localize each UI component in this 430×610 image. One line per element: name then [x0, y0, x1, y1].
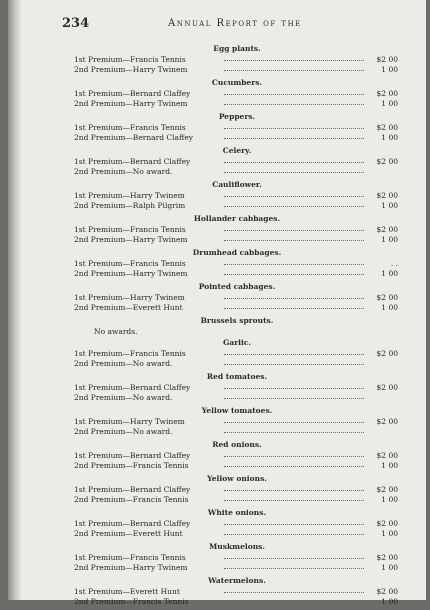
category-heading: Cauliflower.	[212, 180, 262, 189]
dot-leader	[224, 456, 364, 457]
premium-section	[8, 248, 426, 282]
premium-amount: 1 00	[381, 461, 398, 470]
category-heading: Hollander cabbages.	[193, 214, 281, 223]
premium-winner: 1st Premium—Bernard Claffey	[74, 383, 191, 392]
premium-winner: 2nd Premium—Bernard Claffey	[74, 133, 194, 142]
premium-row	[74, 201, 404, 212]
category-heading: Garlic.	[222, 338, 252, 347]
premium-row	[74, 133, 404, 144]
premium-winner: 2nd Premium—Harry Twinem	[74, 235, 188, 244]
premium-section	[8, 146, 426, 180]
premium-amount: $2 00	[376, 191, 398, 200]
premium-section	[8, 508, 426, 542]
premium-winner: 1st Premium—Bernard Claffey	[74, 519, 191, 528]
premium-winner: 2nd Premium—Harry Twinem	[74, 563, 188, 572]
premium-amount: $2 00	[376, 587, 398, 596]
category-heading: Yellow onions.	[207, 474, 267, 483]
dot-leader	[224, 592, 364, 593]
page-number: 234	[62, 16, 90, 31]
category-heading: Pointed cabbages.	[198, 282, 276, 291]
dot-leader	[224, 558, 364, 559]
dot-leader	[224, 298, 364, 299]
premium-amount: $2 00	[376, 417, 398, 426]
dot-leader	[224, 206, 364, 207]
premium-section	[8, 474, 426, 508]
premium-winner: 2nd Premium—Harry Twinem	[74, 99, 188, 108]
premium-row	[74, 167, 404, 178]
premium-amount: 1 00	[381, 65, 398, 74]
premium-winner: 1st Premium—Francis Tennis	[74, 259, 186, 268]
dot-leader	[224, 196, 364, 197]
category-heading: White onions.	[207, 508, 267, 517]
premium-amount: $2 00	[376, 225, 398, 234]
premium-amount: 1 00	[381, 597, 398, 606]
dot-leader	[224, 274, 364, 275]
category-heading: Red tomatoes.	[206, 372, 268, 381]
category-heading: Peppers.	[218, 112, 256, 121]
premium-winner: 2nd Premium—Francis Tennis	[74, 495, 189, 504]
premium-row	[74, 529, 404, 540]
premium-winner: 2nd Premium—Ralph Pilgrim	[74, 201, 186, 210]
premium-row	[74, 99, 404, 110]
dot-leader	[224, 94, 364, 95]
dot-leader	[224, 308, 364, 309]
page-header	[8, 16, 426, 36]
premium-winner: 1st Premium—Francis Tennis	[74, 349, 186, 358]
premium-winner: 1st Premium—Harry Twinem	[74, 191, 185, 200]
category-heading: Yellow tomatoes.	[201, 406, 273, 415]
category-heading: Drumhead cabbages.	[192, 248, 282, 257]
premium-row	[74, 393, 404, 404]
premium-winner: 1st Premium—Bernard Claffey	[74, 89, 191, 98]
premium-amount: 1 00	[381, 269, 398, 278]
premium-winner: 1st Premium—Francis Tennis	[74, 123, 186, 132]
premium-section	[8, 112, 426, 146]
premium-winner: 1st Premium—Bernard Claffey	[74, 451, 191, 460]
premium-amount: . .	[390, 259, 398, 268]
premium-amount: 1 00	[381, 529, 398, 538]
premium-row	[74, 461, 404, 472]
dot-leader	[224, 422, 364, 423]
premium-section	[8, 44, 426, 78]
premium-winner: 1st Premium—Everett Hunt	[74, 587, 180, 596]
premium-winner: 1st Premium—Bernard Claffey	[74, 157, 191, 166]
premium-section	[8, 542, 426, 576]
dot-leader	[224, 240, 364, 241]
dot-leader	[224, 104, 364, 105]
premium-winner: 1st Premium—Harry Twinem	[74, 417, 185, 426]
premium-section	[8, 338, 426, 372]
dot-leader	[224, 388, 364, 389]
premium-amount: 1 00	[381, 133, 398, 142]
premium-row	[74, 65, 404, 76]
dot-leader	[224, 264, 364, 265]
premium-amount: $2 00	[376, 485, 398, 494]
premium-amount: 1 00	[381, 235, 398, 244]
premium-amount: $2 00	[376, 157, 398, 166]
premium-winner: 2nd Premium—Harry Twinem	[74, 65, 188, 74]
dot-leader	[224, 524, 364, 525]
dot-leader	[224, 138, 364, 139]
premium-winner: 2nd Premium—No award.	[74, 393, 173, 402]
premium-amount: $2 00	[376, 519, 398, 528]
dot-leader	[224, 162, 364, 163]
premium-amount: $2 00	[376, 451, 398, 460]
premium-section	[8, 78, 426, 112]
dot-leader	[224, 128, 364, 129]
premium-winner: 2nd Premium—No award.	[74, 167, 173, 176]
premium-winner: 2nd Premium—No award.	[74, 359, 173, 368]
premium-row	[74, 597, 404, 608]
premium-amount: $2 00	[376, 293, 398, 302]
premium-row	[74, 303, 404, 314]
premium-row	[74, 235, 404, 246]
dot-leader	[224, 500, 364, 501]
premium-section	[8, 406, 426, 440]
premium-section	[8, 372, 426, 406]
dot-leader	[224, 230, 364, 231]
premium-winner: 1st Premium—Bernard Claffey	[74, 485, 191, 494]
premium-winner: 1st Premium—Francis Tennis	[74, 225, 186, 234]
dot-leader	[224, 466, 364, 467]
premium-section	[8, 440, 426, 474]
premium-winner: 1st Premium—Francis Tennis	[74, 553, 186, 562]
premium-row	[74, 427, 404, 438]
premium-amount: 1 00	[381, 495, 398, 504]
premium-winner: 1st Premium—Harry Twinem	[74, 293, 185, 302]
premium-amount: 1 00	[381, 201, 398, 210]
premium-amount: $2 00	[376, 349, 398, 358]
premium-amount: $2 00	[376, 123, 398, 132]
premium-winner: 2nd Premium—Everett Hunt	[74, 303, 183, 312]
category-heading: Egg plants.	[213, 44, 261, 53]
premium-amount: $2 00	[376, 55, 398, 64]
category-heading: Cucumbers.	[211, 78, 263, 87]
premium-winner: 2nd Premium—Harry Twinem	[74, 269, 188, 278]
category-heading: Watermelons.	[208, 576, 266, 585]
premium-winner: 2nd Premium—No award.	[74, 427, 173, 436]
dot-leader	[224, 432, 364, 433]
premium-row	[74, 359, 404, 370]
premium-amount: 1 00	[381, 303, 398, 312]
no-award-note: No awards.	[94, 327, 138, 336]
premium-amount: $2 00	[376, 553, 398, 562]
premium-section	[8, 282, 426, 316]
premium-amount: $2 00	[376, 89, 398, 98]
premium-amount: 1 00	[381, 563, 398, 572]
category-heading: Muskmelons.	[208, 542, 266, 551]
category-heading: Red onions.	[212, 440, 262, 449]
document-page	[8, 0, 426, 606]
premium-amount: 1 00	[381, 99, 398, 108]
premium-row	[74, 269, 404, 280]
premium-winner: 1st Premium—Francis Tennis	[74, 55, 186, 64]
dot-leader	[224, 398, 364, 399]
premium-section	[8, 576, 426, 610]
dot-leader	[224, 602, 364, 603]
premium-section	[8, 180, 426, 214]
premium-row	[74, 563, 404, 574]
running-title: Annual Report of the	[168, 18, 302, 29]
dot-leader	[224, 70, 364, 71]
premium-winner: 2nd Premium—Francis Tennis	[74, 597, 189, 606]
premium-section	[8, 214, 426, 248]
premium-list	[8, 44, 426, 610]
premium-winner: 2nd Premium—Everett Hunt	[74, 529, 183, 538]
premium-section	[8, 316, 426, 338]
dot-leader	[224, 364, 364, 365]
dot-leader	[224, 172, 364, 173]
dot-leader	[224, 568, 364, 569]
premium-row	[74, 495, 404, 506]
category-heading: Celery.	[222, 146, 252, 155]
dot-leader	[224, 534, 364, 535]
premium-amount: $2 00	[376, 383, 398, 392]
category-heading: Brussels sprouts.	[200, 316, 274, 325]
dot-leader	[224, 490, 364, 491]
premium-winner: 2nd Premium—Francis Tennis	[74, 461, 189, 470]
dot-leader	[224, 354, 364, 355]
dot-leader	[224, 60, 364, 61]
